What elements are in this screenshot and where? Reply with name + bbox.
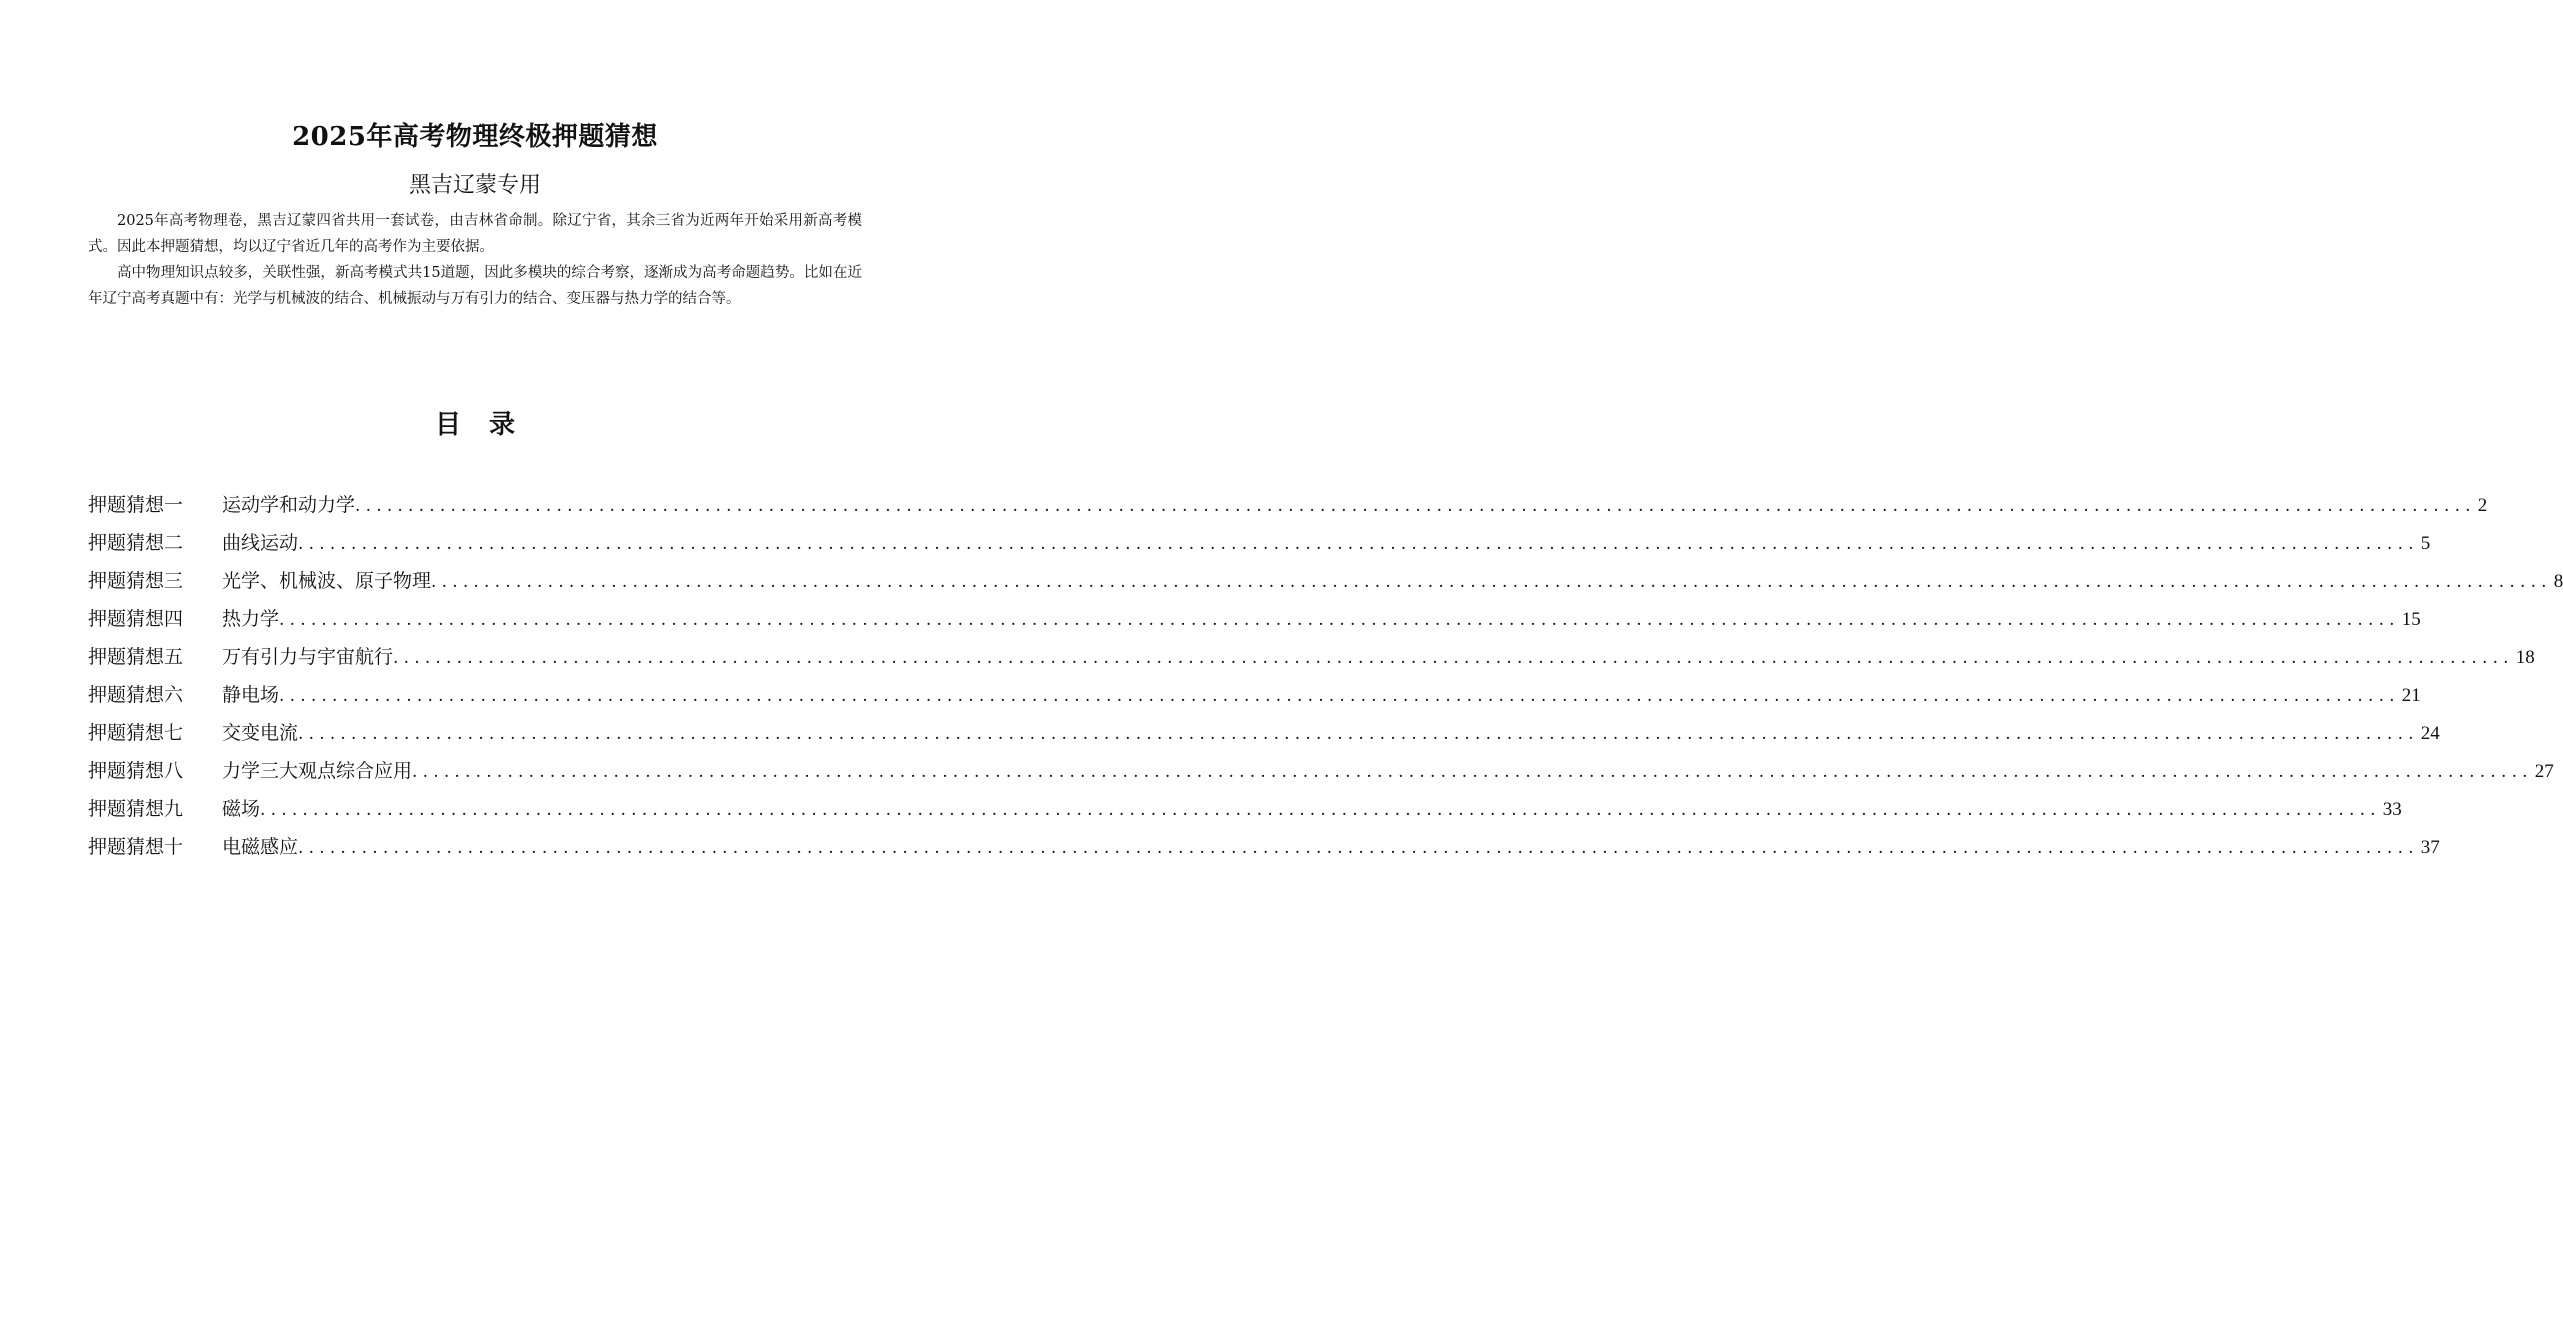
- intro-paragraph: 2025年高考物理卷，黑吉辽蒙四省共用一套试卷，由吉林省命制。除辽宁省，其余三省为近两年开始采用新高考模式。因此本押题猜想，均以辽宁省近几年的高考作为主要依据。: [88, 213, 862, 255]
- toc-entry[interactable]: [88, 794, 2402, 832]
- table-of-contents: [88, 490, 2563, 870]
- toc-entry-title: 交变电流: [222, 722, 299, 744]
- toc-entry-page: 5: [2420, 533, 2431, 554]
- toc-entry[interactable]: [88, 490, 2488, 528]
- toc-entry-number: 押题猜想一: [88, 494, 184, 516]
- toc-entry-title: 万有引力与宇宙航行: [222, 646, 394, 668]
- toc-entry-page: 8: [2553, 571, 2563, 592]
- toc-entry-number: 押题猜想八: [88, 760, 184, 782]
- toc-leader-dots: ........................................................................................................................................................................................................: [298, 838, 2419, 858]
- toc-entry[interactable]: [88, 528, 2431, 566]
- toc-entry-number: 押题猜想九: [88, 798, 184, 820]
- toc-entry[interactable]: [88, 642, 2535, 680]
- intro-paragraph: 高中物理知识点较多，关联性强，新高考模式共15道题，因此多模块的综合考察，逐渐成为高考命题趋势。比如在近年辽宁高考真题中有：光学与机械波的结合、机械振动与万有引力的结合、变压器与热力学的结合等。: [88, 265, 862, 307]
- toc-entry-page: 21: [2401, 685, 2421, 706]
- toc-leader-dots: ........................................................................................................................................................................................................: [393, 648, 2514, 668]
- toc-entry-number: 押题猜想二: [88, 532, 184, 554]
- toc-entry-page: 18: [2515, 647, 2535, 668]
- toc-entry-number: 押题猜想六: [88, 684, 184, 706]
- document-title: 2025年高考物理终极押题猜想: [292, 122, 658, 152]
- document-subtitle: 黑吉辽蒙专用: [408, 173, 541, 198]
- toc-entry-number: 押题猜想七: [88, 722, 184, 744]
- toc-entry[interactable]: [88, 680, 2421, 718]
- toc-entry-title: 热力学: [222, 608, 280, 630]
- toc-entry-title: 电磁感应: [222, 836, 299, 858]
- intro-section: [88, 208, 862, 312]
- toc-leader-dots: ........................................................................................................................................................................................................: [260, 800, 2381, 820]
- toc-entry-page: 27: [2534, 761, 2554, 782]
- toc-entry-number: 押题猜想三: [88, 570, 184, 592]
- toc-leader-dots: ........................................................................................................................................................................................................: [298, 724, 2419, 744]
- toc-entry[interactable]: [88, 566, 2563, 604]
- toc-entry-page: 15: [2401, 609, 2421, 630]
- toc-entry-title: 运动学和动力学: [222, 494, 356, 516]
- toc-heading: 目录: [434, 410, 543, 440]
- toc-leader-dots: ........................................................................................................................................................................................................: [279, 686, 2400, 706]
- toc-entry[interactable]: [88, 604, 2421, 642]
- toc-entry[interactable]: [88, 756, 2554, 794]
- toc-leader-dots: ........................................................................................................................................................................................................: [412, 762, 2533, 782]
- toc-leader-dots: ........................................................................................................................................................................................................: [431, 572, 2552, 592]
- toc-entry-page: 2: [2477, 495, 2488, 516]
- toc-entry-page: 37: [2420, 837, 2440, 858]
- toc-entry-page: 24: [2420, 723, 2440, 744]
- toc-entry-number: 押题猜想五: [88, 646, 184, 668]
- toc-entry[interactable]: [88, 718, 2440, 756]
- toc-entry-number: 押题猜想十: [88, 836, 184, 858]
- toc-entry-title: 曲线运动: [222, 532, 299, 554]
- toc-entry[interactable]: [88, 832, 2440, 870]
- toc-leader-dots: ........................................................................................................................................................................................................: [298, 534, 2419, 554]
- toc-entry-title: 磁场: [222, 798, 261, 820]
- toc-entry-title: 光学、机械波、原子物理: [222, 570, 432, 592]
- toc-entry-title: 力学三大观点综合应用: [222, 760, 413, 782]
- toc-leader-dots: ........................................................................................................................................................................................................: [279, 610, 2400, 630]
- toc-entry-number: 押题猜想四: [88, 608, 184, 630]
- toc-entry-page: 33: [2382, 799, 2402, 820]
- toc-entry-title: 静电场: [222, 684, 280, 706]
- toc-leader-dots: ........................................................................................................................................................................................................: [355, 496, 2476, 516]
